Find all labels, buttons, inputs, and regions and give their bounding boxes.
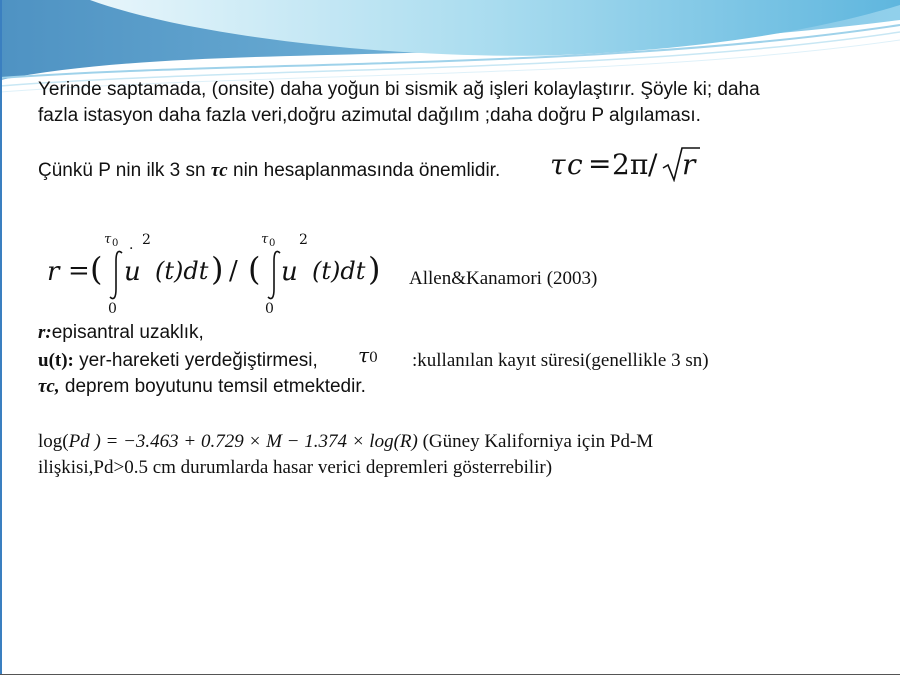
definition-tau0-sub: 0 bbox=[369, 350, 378, 366]
u-symbol-b: u bbox=[281, 257, 298, 287]
paren-open-b: ( bbox=[248, 250, 261, 288]
tc-importance-line bbox=[38, 158, 500, 183]
definition-tc-label: τc, bbox=[38, 376, 60, 397]
definition-u bbox=[38, 348, 318, 373]
upper-limit-tau-b: τ bbox=[261, 232, 269, 247]
definition-tau0-text: :kullanılan kayıt süresi(genellikle 3 sn) bbox=[412, 350, 709, 371]
exponent-a: 2 bbox=[142, 232, 151, 248]
tc-line-rest: nin hesaplanmasında önemlidir. bbox=[227, 160, 501, 181]
definition-r-text: episantral uzaklık, bbox=[51, 322, 204, 343]
dot-accent: · bbox=[129, 241, 134, 257]
t-dt-a: (t)dt bbox=[155, 257, 209, 285]
log-prefix: log( bbox=[38, 431, 69, 452]
definition-u-label: u(t): bbox=[38, 350, 74, 371]
upper-limit-tau-a: τ bbox=[104, 232, 112, 247]
upper-limit-sub-b: 0 bbox=[269, 238, 276, 249]
log-suffix: (Güney Kaliforniya için Pd-M bbox=[417, 431, 654, 452]
definition-r bbox=[38, 320, 204, 345]
citation-allen-kanamori: Allen&Kanamori (2003) bbox=[409, 268, 598, 289]
definition-tc bbox=[38, 374, 366, 399]
log-formula: Pd ) = −3.463 + 0.729 × M − 1.374 × log(R) bbox=[68, 431, 418, 452]
formula-c: c bbox=[567, 148, 583, 181]
lower-limit-b: 0 bbox=[265, 301, 274, 317]
paren-close-b: ) bbox=[368, 250, 381, 288]
r-equals: = bbox=[68, 256, 90, 286]
tc-symbol: τc bbox=[210, 160, 228, 181]
intro-line-1: Yerinde saptamada, (onsite) daha yoğun bi sismik ağ işleri kolaylaştırır. Şöyle ki; daha bbox=[38, 79, 760, 100]
definition-tau0-symbol: τ bbox=[358, 343, 370, 367]
formula-tau: τ bbox=[550, 148, 566, 181]
tc-line-text: Çünkü P nin ilk 3 sn bbox=[38, 160, 211, 181]
paren-open-a: ( bbox=[90, 250, 103, 288]
formula-slash: / bbox=[648, 148, 658, 181]
intro-line-2: fazla istasyon daha fazla veri,doğru azimutal dağılım ;daha doğru P algılaması. bbox=[38, 105, 701, 126]
pd-m-relation bbox=[38, 429, 653, 454]
left-border bbox=[0, 0, 2, 675]
lower-limit-a: 0 bbox=[108, 301, 117, 317]
definition-u-text: yer-hareketi yerdeğiştirmesi, bbox=[73, 350, 318, 371]
formula-equals: = bbox=[588, 147, 612, 180]
upper-limit-sub-a: 0 bbox=[112, 238, 119, 249]
exponent-b: 2 bbox=[299, 232, 308, 248]
r-symbol: r bbox=[47, 257, 60, 287]
definition-r-label: r: bbox=[38, 322, 52, 343]
definition-tc-text: deprem boyutunu temsil etmektedir. bbox=[59, 376, 366, 397]
formula-two-pi: 2π bbox=[612, 148, 649, 181]
u-symbol-a: u bbox=[124, 257, 141, 287]
paren-close-a: ) bbox=[211, 250, 224, 288]
ratio-slash: / bbox=[229, 256, 238, 286]
t-dt-b: (t)dt bbox=[312, 257, 366, 285]
formula-r: r bbox=[682, 148, 696, 181]
pd-m-relation-line-2: ilişkisi,Pd>0.5 cm durumlarda hasar verici depremleri gösterrebilir) bbox=[38, 457, 553, 478]
